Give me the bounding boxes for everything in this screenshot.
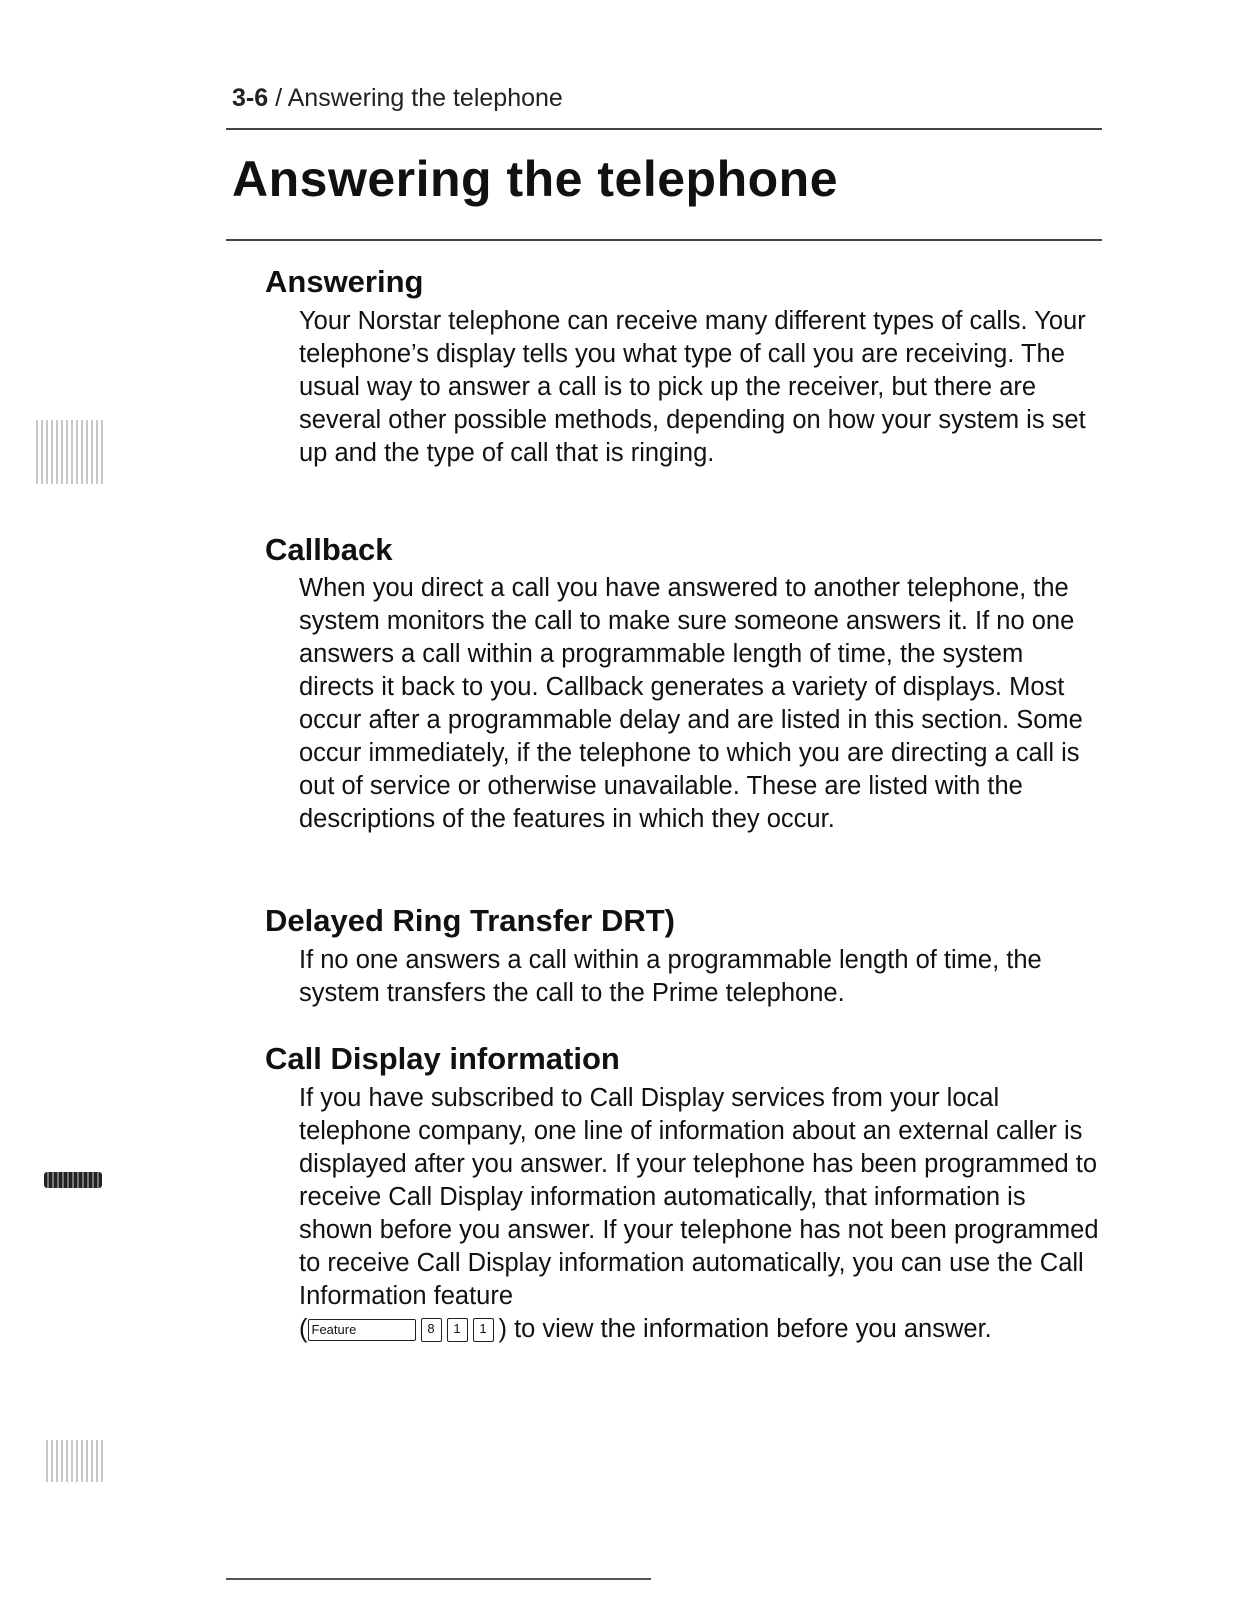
footer-rule (226, 1578, 651, 1580)
scan-artifact (36, 420, 106, 484)
section-heading-drt: Delayed Ring Transfer DRT) (265, 903, 675, 938)
section-body-answering: Your Norstar telephone can receive many different types of calls. Your telephone’s display tells you what type of call you are receiving. The usual way to answer a call is to pick up the receiver, but there are several other possible methods, depending on how your system is set up and the type of call that is ringing. (299, 307, 1086, 467)
dial-key-1: 1 (447, 1318, 468, 1342)
header-rule (226, 128, 1102, 130)
scan-artifact-dark (44, 1172, 102, 1188)
section-body-call-display: If you have subscribed to Call Display services from your local telephone company, one line of information about an external caller is displayed after you answer. If your telephone has been programmed to receive Call Display information automatically, that information is shown before you answer. If your telephone has not been programmed to receive Call Display information automatically, you can use the Call Information feature ( Feature 8 1 1 ) to view the information before you answer. (299, 1084, 1099, 1343)
section-heading-callback: Callback (265, 532, 393, 567)
header-separator: / (268, 84, 288, 112)
dial-key-1-second: 1 (473, 1318, 494, 1342)
page-title: Answering the telephone (232, 151, 839, 207)
title-rule (226, 239, 1102, 241)
call-display-text: If you have subscribed to Call Display services from your local telephone company, one line of information about an external caller is displayed after you answer. If your telephone has been programmed to receive Call Display information automatically, that information is shown before you answer. If your telephone has not been programmed to receive Call Display information automatically, you can use the Call Information feature (299, 1084, 1099, 1310)
section-heading-call-display: Call Display information (265, 1041, 620, 1076)
section-body-callback: When you direct a call you have answered to another telephone, the system monitors the call to make sure someone answers it. If no one answers a call within a programmable length of time, the system directs it back to you. Callback generates a variety of displays. Most occur after a programmable delay and are listed in this section. Some occur immediately, if the telephone to which you are directing a call is out of service or otherwise unavailable. These are listed with the descriptions of the features in which they occur. (299, 574, 1083, 833)
header-section: Answering the telephone (287, 84, 563, 112)
feature-key: Feature (308, 1319, 416, 1341)
running-header (232, 84, 563, 113)
call-display-tail: ) to view the information before you answer. (498, 1315, 992, 1343)
page-number: 3-6 (232, 84, 269, 112)
section-body-drt: If no one answers a call within a programmable length of time, the system transfers the call to the Prime telephone. (299, 946, 1042, 1007)
section-heading-answering: Answering (265, 264, 424, 299)
dial-key-8: 8 (421, 1318, 442, 1342)
scan-artifact (46, 1440, 104, 1482)
